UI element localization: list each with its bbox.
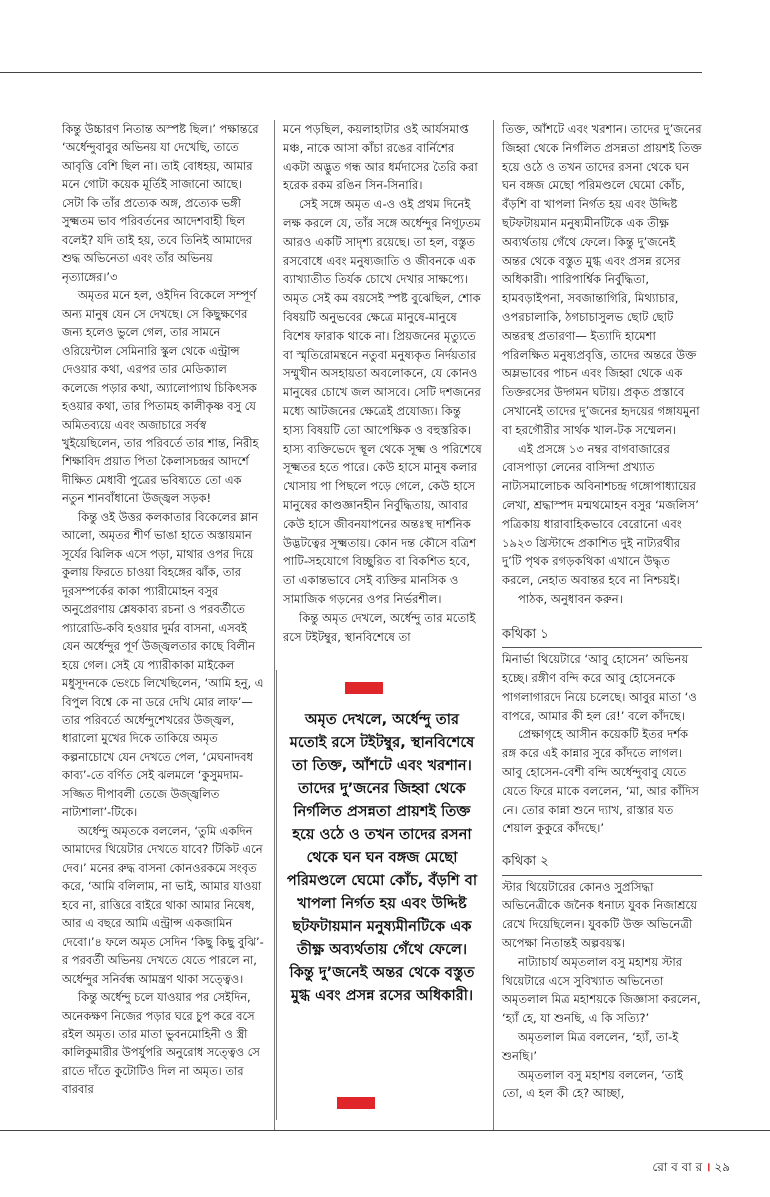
paragraph: কিন্তু উচ্চারণ নিতান্ত অস্পষ্ট ছিল।’ পক্ষান্তরে ‘অর্ধেন্দুবাবুর অভিনয় যা দেখেছি, তাতে আবৃত্তি বেশি ছিল না। তাই বোধহয়, আমার মনে গোটা কয়েক মূর্তিই সাজানো আছে। সেটা কি তাঁর প্রত্যেক অঙ্গ, প্রত্যেক ভঙ্গী সুক্ষ্মতম ভাব পরিবর্তনের আদেশবাহী ছিল বলেই? যদি তাই হয়, তবে তিনিই আমাদের শুদ্ধ অভিনেতা এবং তাঁর অভিনয় নৃত্যাঙ্গের।’৩ xyxy=(62,122,259,284)
paragraph: কিন্তু ওই উত্তর কলকাতার বিকেলের ম্লান আলো, অমৃতর শীর্ণ ভাঙা হাতে অস্তায়মান সূর্যের ঝিলিক এসে পড়া, মাথার ওপর দিয়ে কুলায় ফিরতে চাওয়া বিহঙ্গের ঝাঁক, তার দূরসম্পর্কের কাকা প্যারীমোহন বসুর অনুপ্রেরণায় শ্লেষকাব্য রচনা ও পরবর্তীতে প্যারোডি-কবি হওয়ার দুর্মর বাসনা, এসবই যেন অর্ধেন্দুর পূর্ণ উজ্জ্বলতার কাছে বিলীন হয়ে গেল। সেই যে প্যারীকাকা মাইকেল মধুসূদনকে ভেংচে লিখেছিলেন, ‘আমি হনু, এ বিপুল বিশ্বে কে না ডরে দেখি মোর লাফ’— তার পরিবর্তে অর্ধেন্দুশেখরের উজ্জ্বল, ধারালো মুখের দিকে তাকিয়ে অমৃত কল্পনাচোখে যেন দেখতে পেল, ‘মেঘনাদবধ কাব্য’-তে বর্ণিত সেই ঝলমলে ‘কুসুমদাম-সজ্জিত দীপাবলী তেজে উজ্জ্বলিত নাট্যশালা’-টিকে। xyxy=(62,509,264,820)
paragraph: সেই সঙ্গে অমৃত এ-ও ওই প্রথম দিনেই লক্ষ করলে যে, তাঁর সঙ্গে অর্ধেন্দুর নিগূঢ়তম আরও একটি সাদৃশ্য রয়েছে। তা হল, বস্তুত রসবোধে এবং মনুষ্যজাতি ও জীবনকে এক ব্যাখ্যাতীত তির্যক চোখে দেখার সাক্ষপ্যে। অমৃত সেই কম বয়সেই স্পষ্ট বুঝেছিল, শোক বিষয়টি অনুভবের ক্ষেত্রে মানুষে-মানুষে বিশেষ ফারাক থাকে না। প্রিয়জনের মৃত্যুতে বা স্মৃতিরোমন্থনে নতুবা মনুষ্যকৃত নির্দয়তার সম্মুখীন অসহায়তা অবলোকনে, যে কোনও মানুষের চোখে জল আসবে। সেটি দশজনের মধ্যে আটজনের ক্ষেত্রেই প্রযোজ্য। কিন্তু হাস্য বিষয়টি তো আপেক্ষিক ও বহুস্তরিক। হাস্য ব্যক্তিভেদে স্থূল থেকে সূক্ষ্ম ও পরিশেষে সূক্ষ্মতর হতে পারে। কেউ হাসে মানুষ কলার খোসায় পা পিছলে পড়ে গেলে, কেউ হাসে মানুষের কাণ্ডজ্ঞানহীন নির্বুদ্ধিতায়, আবার কেউ হাসে জীবনযাপনের অন্তঃস্থ দার্শনিক উদ্ভটত্বের সূক্ষ্মতায়। কোন দন্ত কৌসে বত্রিশ পাটি-সহযোগে বিচ্ছুরিত বা বিকশিত হবে, তা একান্তভাবে সেই ব্যক্তির মানসিক ও সামাজিক গড়নের ওপর নির্ভরশীল। xyxy=(283,197,482,606)
bottom-rule xyxy=(0,1130,770,1131)
top-rule xyxy=(0,72,702,73)
section-heading-kathika-1: কথিকা ১ xyxy=(502,626,549,642)
pull-quote: অমৃত দেখলে, অর্ধেন্দু তার মতোই রসে টইটম্বুর, স্থানবিশেষে তা তিক্ত, আঁশটে এবং খরশান। তাদের দু’জনের জিহ্বা থেকে নির্গলিত প্রসন্নতা প্রায়শই তিক্ত হয়ে ওঠে ও তখন তাদের রসনা থেকে ঘন ঘন বঙ্গজ মেছো পরিমণ্ডলে ঘেমো কোঁচ, বঁড়শি বা খাপলা নির্গত হয় এবং উদ্দিষ্ট ছটফটায়মান মনুষ্যমীনটিকে এক তীক্ষ্ণ অব্যর্থতায় গেঁথে ফেলে। কিন্তু দু’জনেই অন্তর থেকে বস্তুত মুগ্ধ এবং প্রসন্ন রসের অধিকারী। xyxy=(286,711,478,1004)
article-column-1 xyxy=(62,120,265,1099)
article-column-3 xyxy=(502,120,702,1103)
page-number: ২৯ xyxy=(714,1160,730,1174)
paragraph: স্টার থিয়েটারের কোনও সুপ্রসিদ্ধা অভিনেত্রীকে জনৈক ধনাঢ্য যুবক নিজাশ্রয়ে রেখে দিয়েছিলেন। যুবকটি উক্ত অভিনেত্রী অপেক্ষা নিতান্তই অল্পবয়স্ক। xyxy=(502,879,698,951)
column-divider xyxy=(274,120,275,1130)
paragraph: নাট্যাচার্য অমৃতলাল বসু মহাশয় স্টার থিয়েটারে এসে সুবিখ্যাত অভিনেতা অমৃতলাল মিত্র মহাশয়কে জিজ্ঞাসা করলেন, ‘হ্যাঁ হে, যা শুনছি, এ কি সত্যি?’ xyxy=(502,954,701,1026)
paragraph: তিক্ত, আঁশটে এবং খরশান। তাদের দু’জনের জিহ্বা থেকে নির্গলিত প্রসন্নতা প্রায়শই তিক্ত হয়ে ওঠে ও তখন তাদের রসনা থেকে ঘন ঘন বঙ্গজ মেছো পরিমণ্ডলে ঘেমো কোঁচ, বঁড়শি বা খাপলা নির্গত হয় এবং উদ্দিষ্ট ছটফটায়মান মনুষ্যমীনটিকে এক তীক্ষ্ণ অব্যর্থতায় গেঁথে ফেলে। কিন্তু দু’জনেই অন্তর থেকে বস্তুত মুগ্ধ এবং প্রসন্ন রসের অধিকারী। পারিপার্শ্বিক নির্বুদ্ধিতা, হামবড়াইপনা, সবজান্তাগিরি, মিথ্যাচার, ওপরচালাকি, ঠগচাচাসুলভ ছোট ছোট অন্তরস্থ প্রতারণা— ইত্যাদি হামেশা পরিলক্ষিত মনুষ্যপ্রবৃত্তি, তাদের অন্তরে উক্ত অম্লভাবের পাচন এবং জিহ্বা থেকে এক তিক্তরসের উদ্গমন ঘটায়। প্রকৃত প্রস্তাবে সেখানেই তাদের দু’জনের হৃদয়ের গঙ্গাযমুনা বা হরগৌরীর সার্থক খাল-টক সম্মেলন। xyxy=(502,122,702,437)
pull-quote-bottom-bar xyxy=(337,1097,375,1109)
section-heading-kathika-2: কথিকা ২ xyxy=(502,854,549,870)
paragraph: মিনার্ভা থিয়েটারে ‘আবু হোসেন’ অভিনয় হচ্ছে। রঙ্গীণ বন্দি করে আবু হোসেনকে পাগলাগারদে নিয়ে চলেছে। আবুর মাতা ‘ও বাপরে, আমার কী হল রে!’ বলে কাঁদছে। xyxy=(502,652,697,723)
article-column-2 xyxy=(283,120,483,646)
paragraph: অর্ধেন্দু অমৃতকে বললেন, ‘তুমি একদিন আমাদের থিয়েটার দেখতে যাবে? টিকিট এনে দেব।’ মনের রুদ্ধ বাসনা কোনওরকমে সংবৃত করে, ‘আমি বলিলাম, না ভাই, আমার যাওয়া হবে না, রাত্তিরে বাইরে থাকা আমার নিষেধ, আর এ বছরে আমি এন্ট্রান্স একজামিন দেবো।’৪ ফলে অমৃত সেদিন ‘কিছু কিছু বুঝি’-র পরবর্তী অভিনয় দেখতে যেতে পারলে না, অর্ধেন্দুর সনির্বন্ধ আমন্ত্রণ থাকা সত্ত্বেও। xyxy=(62,823,264,986)
section-rule xyxy=(502,875,702,876)
paragraph: মনে পড়ছিল, কয়লাহাটার ওই আর্যসমাপ্ত মঞ্চ, নাকে আসা কাঁচা রঙের বার্নিশের একটা অদ্ভুত গন্ধ আর ধর্মদাসের তৈরি করা হরেক রকম রঙিন সিন-সিনারি। xyxy=(283,122,478,193)
paragraph: কিন্তু অর্ধেন্দু চলে যাওয়ার পর সেইদিন, অনেকক্ষণ নিজের পড়ার ঘরে চুপ করে বসে রইল অমৃত। তার মাতা ভুবনমোহিনী ও স্ত্রী কালিকুমারীর উপর্যুপরি অনুরোধ সত্ত্বেও সে রাতে দাঁতে কুটোটিও দিল না অমৃত। তার বারবার xyxy=(62,990,260,1097)
paragraph: অমৃতলাল মিত্র বললেন, ‘হ্যাঁ, তা-ই শুনছি।’ xyxy=(502,1030,679,1063)
column-divider xyxy=(493,120,494,1130)
paragraph: প্রেক্ষাগৃহে আসীন কয়েকটি ইতর দর্শক রঙ্গ করে এই কান্নার সুরে কাঁদতে লাগল। আবু হোসেন-বেশী বন্দি অর্ধেন্দুবাবু যেতে যেতে ফিরে মাকে বললেন, ‘মা, আর কাঁদিস নে। তোর কান্না শুনে দ্যাখ, রাস্তার যত শেয়াল কুকুরে কাঁদছে।’ xyxy=(502,727,699,836)
pull-quote-top-bar xyxy=(345,682,383,694)
paragraph: পাঠক, অনুধাবন করুন। xyxy=(518,591,623,606)
section-rule xyxy=(502,647,702,648)
footer-separator: । xyxy=(706,1160,711,1174)
magazine-name: রো ব বা র xyxy=(652,1160,703,1174)
paragraph: এই প্রসঙ্গে ১৩ নম্বর বাগবাজারের বোসপাড়া লেনের বাসিন্দা প্রখ্যাত নাট্যসমালোচক অবিনাশচন্দ্র গঙ্গোপাধ্যায়ের লেখা, শ্রদ্ধাস্পদ মন্মথমোহন বসুর ‘মজলিস’ পত্রিকায় ধারাবাহিকভাবে বেরোনো এবং ১৯২৩ খ্রিস্টাব্দে প্রকাশিত দুই নাট্যরথীর দু’টি পৃথক রগড়কথিকা এখানে উদ্ধৃত করলে, নেহাত অবান্তর হবে না নিশ্চয়ই। xyxy=(502,441,699,588)
paragraph: কিন্তু অমৃত দেখলে, অর্ধেন্দু তার মতোই রসে টইটম্বুর, স্থানবিশেষে তা xyxy=(283,610,476,644)
page-footer xyxy=(652,1158,730,1179)
paragraph: অমৃতলাল বসু মহাশয় বললেন, ‘তাই তো, এ হল কী হে? আচ্ছা, xyxy=(502,1067,684,1101)
paragraph: অমৃতর মনে হল, ওইদিন বিকেলে সম্পূর্ণ অন্য মানুষ যেন সে দেখছে। সে কিছুক্ষণের জন্য হলেও ভুলে গেল, তার সামনে ওরিয়েন্টাল সেমিনারি স্কুল থেকে এন্ট্রান্স দেওয়ার কথা, এরপর তার মেডিক্যাল কলেজে পড়ার কথা, অ্যালোপ্যাথ চিকিৎসক হওয়ার কথা, তার পিতামহ কালীকৃষ্ণ বসু যে অমিতব্যয়ে এবং অজাচারে সর্বস্ব খুইয়েছিলেন, তার পরিবর্তে তার শান্ত, নিরীহ শিক্ষাবিদ প্রয়াত পিতা কৈলাসচন্দ্রর আদর্শে দীক্ষিত মেধাবী পুত্রের ভবিষ্যতে তো এক নতুন শানবাঁধানো উজ্জ্বল সড়ক! xyxy=(62,288,259,506)
